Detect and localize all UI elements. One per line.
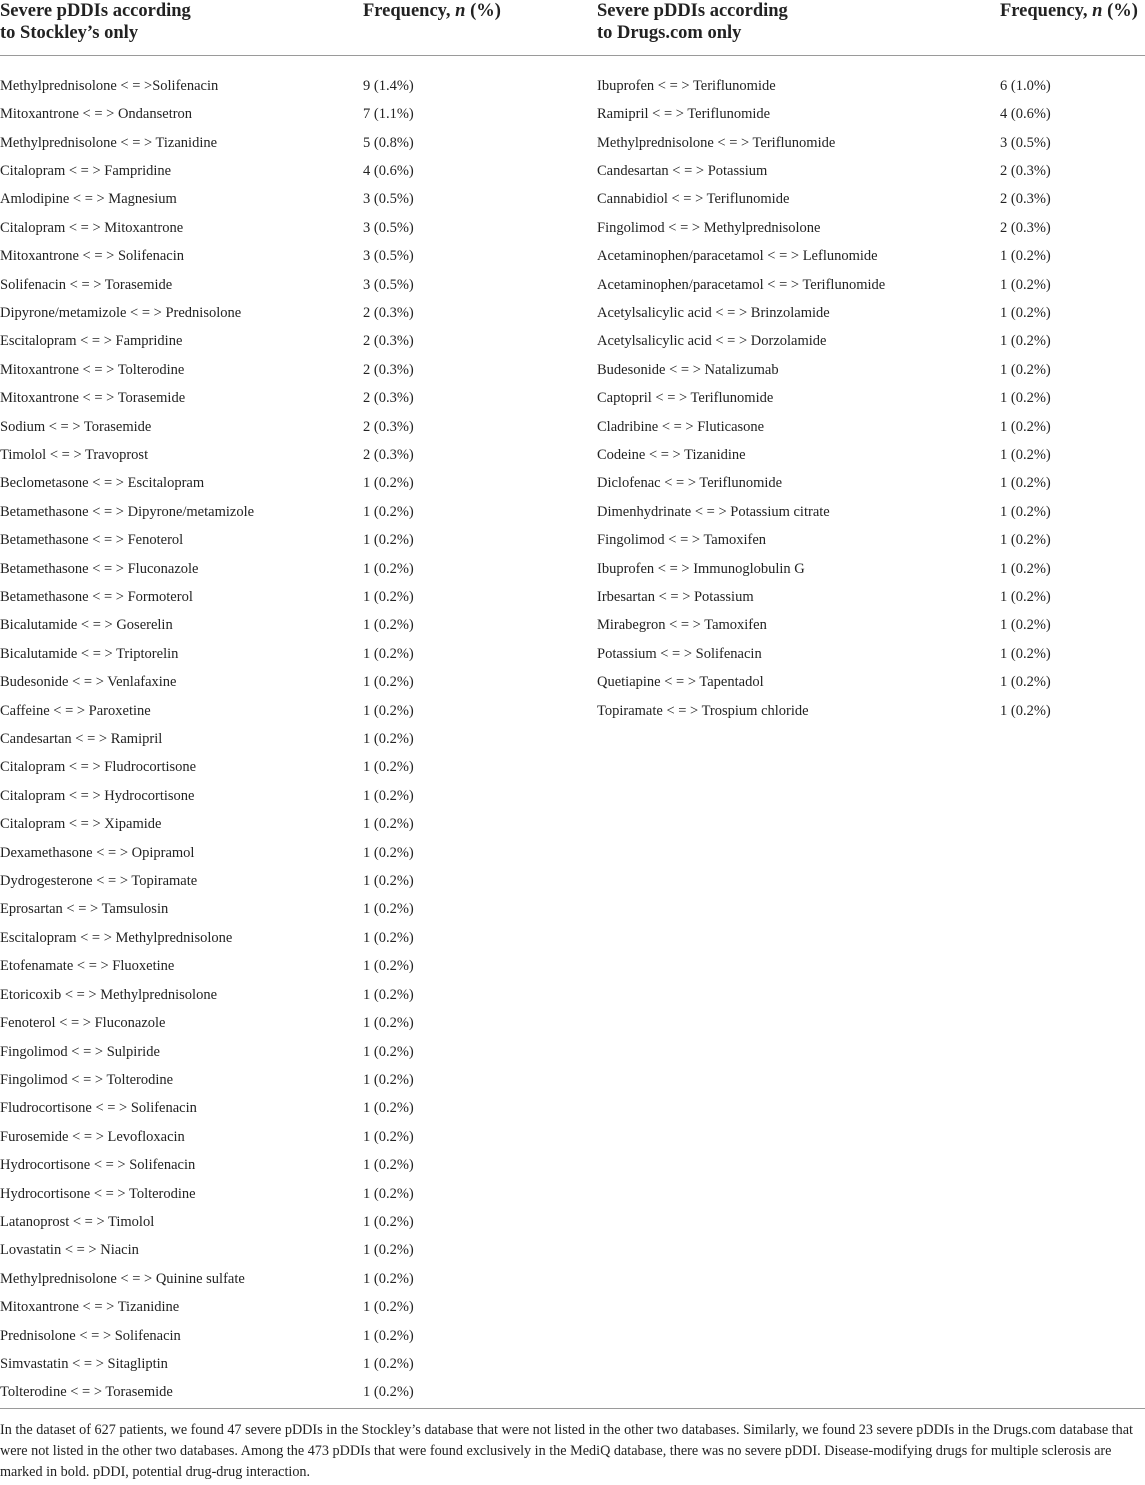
- drugs-freq-cell: 2 (0.3%): [1000, 162, 1051, 179]
- drugs-freq-cell: 1 (0.2%): [1000, 248, 1051, 265]
- stockley-pair-cell: Tolterodine < = > Torasemide: [0, 1384, 173, 1401]
- stockley-freq-cell: 3 (0.5%): [363, 191, 414, 208]
- drugs-freq-cell: 1 (0.2%): [1000, 674, 1051, 691]
- stockley-freq-cell: 1 (0.2%): [363, 589, 414, 606]
- stockley-row: [0, 697, 560, 725]
- stockley-pair-cell: Citalopram < = > Fampridine: [0, 162, 172, 179]
- stockley-freq-header-text: Frequency, n (%): [363, 1, 501, 21]
- stockley-row: [0, 1095, 560, 1123]
- stockley-freq-cell: 1 (0.2%): [363, 1270, 414, 1287]
- stockley-row: [0, 527, 560, 555]
- stockley-pair-cell: Betamethasone < = > Dipyrone/metamizole: [0, 503, 255, 520]
- stockley-row: [0, 100, 560, 128]
- drugs-row: [597, 271, 1145, 299]
- bottom-rule: [0, 1408, 1145, 1409]
- drugs-row: [597, 555, 1145, 583]
- stockley-row: [0, 1066, 560, 1094]
- stockley-row: [0, 186, 560, 214]
- stockley-freq-cell: 2 (0.3%): [363, 304, 414, 321]
- drugs-row: [597, 72, 1145, 100]
- stockley-row: [0, 1038, 560, 1066]
- stockley-pair-cell: Dipyrone/metamizole < = > Prednisolone: [0, 304, 242, 321]
- stockley-pair-cell: Fingolimod < = > Tolterodine: [0, 1071, 174, 1088]
- drugs-pair-cell: Methylprednisolone < = > Teriflunomide: [597, 134, 836, 151]
- stockley-pair-cell: Etofenamate < = > Fluoxetine: [0, 958, 175, 975]
- drugs-freq-cell: 1 (0.2%): [1000, 475, 1051, 492]
- stockley-row: [0, 867, 560, 895]
- stockley-pair-cell: Amlodipine < = > Magnesium: [0, 191, 177, 208]
- stockley-pair-cell: Methylprednisolone < = > Quinine sulfate: [0, 1270, 245, 1287]
- drugs-pair-cell: Quetiapine < = > Tapentadol: [597, 674, 764, 691]
- drugs-freq-cell: 1 (0.2%): [1000, 418, 1051, 435]
- stockley-row: [0, 129, 560, 157]
- stockley-freq-header: [363, 0, 501, 22]
- drugs-pair-cell: Candesartan < = > Potassium: [597, 162, 768, 179]
- stockley-pair-cell: Citalopram < = > Mitoxantrone: [0, 219, 184, 236]
- drugs-row: [597, 242, 1145, 270]
- stockley-pair-cell: Betamethasone < = > Formoterol: [0, 589, 193, 606]
- stockley-pair-cell: Mitoxantrone < = > Ondansetron: [0, 106, 193, 123]
- stockley-freq-cell: 1 (0.2%): [363, 787, 414, 804]
- stockley-row: [0, 754, 560, 782]
- drugs-pair-cell: Acetaminophen/paracetamol < = > Teriflunomide: [597, 276, 886, 293]
- drugs-row: [597, 583, 1145, 611]
- drugs-freq-cell: 3 (0.5%): [1000, 134, 1051, 151]
- drugs-row: [597, 640, 1145, 668]
- drugs-freq-cell: 1 (0.2%): [1000, 617, 1051, 634]
- drugs-freq-cell: 1 (0.2%): [1000, 645, 1051, 662]
- stockley-row: [0, 413, 560, 441]
- stockley-pair-cell: Escitalopram < = > Methylprednisolone: [0, 929, 233, 946]
- drugs-freq-header: [1000, 0, 1138, 22]
- stockley-freq-cell: 4 (0.6%): [363, 162, 414, 179]
- drugs-row: [597, 470, 1145, 498]
- stockley-pair-cell: Timolol < = > Travoprost: [0, 446, 149, 463]
- drugs-pair-cell: Codeine < = > Tizanidine: [597, 446, 746, 463]
- stockley-freq-cell: 2 (0.3%): [363, 333, 414, 350]
- stockley-row: [0, 896, 560, 924]
- stockley-row: [0, 1151, 560, 1179]
- stockley-freq-cell: 1 (0.2%): [363, 929, 414, 946]
- stockley-row: [0, 1237, 560, 1265]
- stockley-freq-cell: 3 (0.5%): [363, 248, 414, 265]
- drugs-pair-cell: Cladribine < = > Fluticasone: [597, 418, 765, 435]
- stockley-row: [0, 328, 560, 356]
- stockley-freq-cell: 1 (0.2%): [363, 1015, 414, 1032]
- stockley-row: [0, 299, 560, 327]
- stockley-row: [0, 811, 560, 839]
- drugs-pair-cell: Potassium < = > Solifenacin: [597, 645, 762, 662]
- stockley-table: [0, 72, 560, 1407]
- stockley-pair-cell: Fenoterol < = > Fluconazole: [0, 1015, 166, 1032]
- stockley-pair-cell: Bicalutamide < = > Goserelin: [0, 617, 173, 634]
- stockley-pair-cell: Budesonide < = > Venlafaxine: [0, 674, 177, 691]
- drugs-freq-cell: 1 (0.2%): [1000, 560, 1051, 577]
- drugs-freq-header-text: Frequency, n (%): [1000, 1, 1138, 21]
- stockley-pair-cell: Escitalopram < = > Fampridine: [0, 333, 183, 350]
- stockley-pair-cell: Beclometasone < = > Escitalopram: [0, 475, 205, 492]
- stockley-freq-cell: 5 (0.8%): [363, 134, 414, 151]
- drugs-row: [597, 214, 1145, 242]
- drugs-freq-cell: 2 (0.3%): [1000, 219, 1051, 236]
- drugs-table: [597, 72, 1145, 725]
- drugs-freq-cell: 1 (0.2%): [1000, 361, 1051, 378]
- table-footnote: In the dataset of 627 patients, we found 47 severe pDDIs in the Stockley’s database that were not listed in the other two databases. Similarly, we found 23 severe pDDIs in the Drugs.com database that were not listed in the other two databases. Among the 473 pDDIs that were found exclusively in the MediQ database, there was no severe pDDI. Disease-modifying drugs for multiple sclerosis are marked in bold. pDDI, potential drug-drug interaction.: [0, 1422, 1133, 1480]
- stockley-row: [0, 498, 560, 526]
- stockley-freq-cell: 1 (0.2%): [363, 1327, 414, 1344]
- stockley-row: [0, 924, 560, 952]
- stockley-freq-cell: 1 (0.2%): [363, 475, 414, 492]
- stockley-pair-cell: Sodium < = > Torasemide: [0, 418, 152, 435]
- stockley-freq-cell: 1 (0.2%): [363, 844, 414, 861]
- stockley-freq-cell: 1 (0.2%): [363, 1100, 414, 1117]
- drugs-pair-cell: Budesonide < = > Natalizumab: [597, 361, 779, 378]
- stockley-row: [0, 1180, 560, 1208]
- stockley-pair-cell: Latanoprost < = > Timolol: [0, 1213, 155, 1230]
- drugs-row: [597, 157, 1145, 185]
- stockley-freq-cell: 1 (0.2%): [363, 1157, 414, 1174]
- drugs-row: [597, 612, 1145, 640]
- drugs-freq-cell: 1 (0.2%): [1000, 333, 1051, 350]
- drugs-freq-cell: 1 (0.2%): [1000, 390, 1051, 407]
- stockley-row: [0, 441, 560, 469]
- stockley-row: [0, 669, 560, 697]
- drugs-pair-cell: Diclofenac < = > Teriflunomide: [597, 475, 783, 492]
- drugs-row: [597, 356, 1145, 384]
- stockley-freq-cell: 1 (0.2%): [363, 958, 414, 975]
- drugs-pair-cell: Ibuprofen < = > Teriflunomide: [597, 77, 776, 94]
- stockley-freq-cell: 9 (1.4%): [363, 77, 414, 94]
- drugs-freq-cell: 1 (0.2%): [1000, 589, 1051, 606]
- stockley-row: [0, 555, 560, 583]
- drugs-pair-cell: Ramipril < = > Teriflunomide: [597, 106, 771, 123]
- stockley-freq-cell: 2 (0.3%): [363, 361, 414, 378]
- stockley-pair-cell: Prednisolone < = > Solifenacin: [0, 1327, 181, 1344]
- drugs-row: [597, 669, 1145, 697]
- drugs-row: [597, 498, 1145, 526]
- stockley-freq-cell: 1 (0.2%): [363, 617, 414, 634]
- stockley-pairs-header: [0, 0, 191, 44]
- drugs-row: [597, 100, 1145, 128]
- stockley-freq-cell: 1 (0.2%): [363, 674, 414, 691]
- stockley-pair-cell: Solifenacin < = > Torasemide: [0, 276, 173, 293]
- stockley-row: [0, 157, 560, 185]
- stockley-freq-cell: 1 (0.2%): [363, 1384, 414, 1401]
- drugs-row: [597, 129, 1145, 157]
- stockley-pair-cell: Candesartan < = > Ramipril: [0, 731, 163, 748]
- stockley-pair-cell: Hydrocortisone < = > Solifenacin: [0, 1157, 196, 1174]
- drugs-row: [597, 299, 1145, 327]
- stockley-row: [0, 1123, 560, 1151]
- stockley-freq-cell: 1 (0.2%): [363, 873, 414, 890]
- drugs-row: [597, 441, 1145, 469]
- stockley-freq-cell: 1 (0.2%): [363, 759, 414, 776]
- drugs-pair-cell: Fingolimod < = > Methylprednisolone: [597, 219, 821, 236]
- stockley-freq-cell: 1 (0.2%): [363, 560, 414, 577]
- stockley-row: [0, 356, 560, 384]
- stockley-row: [0, 1379, 560, 1407]
- stockley-pair-cell: Eprosartan < = > Tamsulosin: [0, 901, 169, 918]
- stockley-freq-cell: 3 (0.5%): [363, 219, 414, 236]
- stockley-pair-cell: Furosemide < = > Levofloxacin: [0, 1128, 185, 1145]
- drugs-freq-cell: 1 (0.2%): [1000, 304, 1051, 321]
- stockley-freq-cell: 1 (0.2%): [363, 1213, 414, 1230]
- stockley-row: [0, 242, 560, 270]
- stockley-freq-cell: 2 (0.3%): [363, 390, 414, 407]
- drugs-pairs-header: [597, 0, 788, 44]
- stockley-row: [0, 981, 560, 1009]
- drugs-pair-cell: Mirabegron < = > Tamoxifen: [597, 617, 767, 634]
- stockley-row: [0, 839, 560, 867]
- stockley-row: [0, 1293, 560, 1321]
- stockley-freq-cell: 1 (0.2%): [363, 901, 414, 918]
- drugs-freq-cell: 1 (0.2%): [1000, 702, 1051, 719]
- stockley-pair-cell: Methylprednisolone < = > Tizanidine: [0, 134, 218, 151]
- drugs-freq-cell: 6 (1.0%): [1000, 77, 1051, 94]
- drugs-pairs-header-line2: to Drugs.com only: [597, 23, 742, 43]
- stockley-pair-cell: Betamethasone < = > Fenoterol: [0, 532, 184, 549]
- stockley-freq-cell: 1 (0.2%): [363, 1071, 414, 1088]
- stockley-freq-cell: 1 (0.2%): [363, 816, 414, 833]
- stockley-pair-cell: Hydrocortisone < = > Tolterodine: [0, 1185, 196, 1202]
- stockley-pairs-header-line2: to Stockley’s only: [0, 23, 139, 43]
- stockley-row: [0, 1009, 560, 1037]
- stockley-pair-cell: Caffeine < = > Paroxetine: [0, 702, 151, 719]
- stockley-freq-cell: 1 (0.2%): [363, 1242, 414, 1259]
- drugs-freq-cell: 1 (0.2%): [1000, 276, 1051, 293]
- stockley-row: [0, 72, 560, 100]
- header-rule: [0, 55, 1145, 56]
- stockley-pair-cell: Mitoxantrone < = > Torasemide: [0, 390, 186, 407]
- stockley-row: [0, 214, 560, 242]
- stockley-pair-cell: Etoricoxib < = > Methylprednisolone: [0, 986, 218, 1003]
- drugs-freq-cell: 1 (0.2%): [1000, 446, 1051, 463]
- drugs-pairs-header-line1: Severe pDDIs according: [597, 1, 788, 21]
- drugs-pair-cell: Topiramate < = > Trospium chloride: [597, 702, 809, 719]
- stockley-row: [0, 1322, 560, 1350]
- stockley-row: [0, 612, 560, 640]
- drugs-row: [597, 384, 1145, 412]
- drugs-pair-cell: Ibuprofen < = > Immunoglobulin G: [597, 560, 805, 577]
- stockley-pair-cell: Simvastatin < = > Sitagliptin: [0, 1355, 168, 1372]
- stockley-pair-cell: Mitoxantrone < = > Tolterodine: [0, 361, 185, 378]
- stockley-row: [0, 1265, 560, 1293]
- stockley-pair-cell: Citalopram < = > Xipamide: [0, 816, 162, 833]
- stockley-row: [0, 583, 560, 611]
- drugs-pair-cell: Acetylsalicylic acid < = > Dorzolamide: [597, 333, 827, 350]
- drugs-freq-cell: 4 (0.6%): [1000, 106, 1051, 123]
- stockley-row: [0, 384, 560, 412]
- stockley-row: [0, 640, 560, 668]
- stockley-pair-cell: Betamethasone < = > Fluconazole: [0, 560, 199, 577]
- stockley-freq-cell: 1 (0.2%): [363, 1299, 414, 1316]
- drugs-row: [597, 413, 1145, 441]
- stockley-row: [0, 1208, 560, 1236]
- stockley-pair-cell: Dexamethasone < = > Opipramol: [0, 844, 195, 861]
- stockley-freq-cell: 1 (0.2%): [363, 986, 414, 1003]
- stockley-freq-cell: 1 (0.2%): [363, 645, 414, 662]
- drugs-pair-cell: Dimenhydrinate < = > Potassium citrate: [597, 503, 830, 520]
- drugs-row: [597, 328, 1145, 356]
- stockley-pair-cell: Citalopram < = > Fludrocortisone: [0, 759, 197, 776]
- stockley-pair-cell: Lovastatin < = > Niacin: [0, 1242, 139, 1259]
- stockley-freq-cell: 1 (0.2%): [363, 731, 414, 748]
- stockley-row: [0, 271, 560, 299]
- drugs-freq-cell: 1 (0.2%): [1000, 532, 1051, 549]
- stockley-row: [0, 1350, 560, 1378]
- stockley-freq-cell: 3 (0.5%): [363, 276, 414, 293]
- stockley-freq-cell: 1 (0.2%): [363, 1128, 414, 1145]
- stockley-freq-cell: 1 (0.2%): [363, 1043, 414, 1060]
- stockley-pair-cell: Mitoxantrone < = > Solifenacin: [0, 248, 184, 265]
- stockley-pair-cell: Citalopram < = > Hydrocortisone: [0, 787, 195, 804]
- drugs-freq-cell: 2 (0.3%): [1000, 191, 1051, 208]
- stockley-freq-cell: 1 (0.2%): [363, 532, 414, 549]
- drugs-pair-cell: Captopril < = > Teriflunomide: [597, 390, 774, 407]
- drugs-pair-cell: Cannabidiol < = > Teriflunomide: [597, 191, 790, 208]
- stockley-pairs-header-line1: Severe pDDIs according: [0, 1, 191, 21]
- drugs-freq-cell: 1 (0.2%): [1000, 503, 1051, 520]
- stockley-freq-cell: 2 (0.3%): [363, 418, 414, 435]
- drugs-row: [597, 697, 1145, 725]
- stockley-row: [0, 953, 560, 981]
- stockley-freq-cell: 1 (0.2%): [363, 1185, 414, 1202]
- stockley-pair-cell: Bicalutamide < = > Triptorelin: [0, 645, 179, 662]
- stockley-freq-cell: 1 (0.2%): [363, 702, 414, 719]
- drugs-row: [597, 527, 1145, 555]
- stockley-freq-cell: 7 (1.1%): [363, 106, 414, 123]
- stockley-row: [0, 782, 560, 810]
- stockley-freq-cell: 1 (0.2%): [363, 503, 414, 520]
- stockley-pair-cell: Fingolimod < = > Sulpiride: [0, 1043, 160, 1060]
- stockley-pair-cell: Dydrogesterone < = > Topiramate: [0, 873, 198, 890]
- stockley-freq-cell: 1 (0.2%): [363, 1355, 414, 1372]
- stockley-freq-cell: 2 (0.3%): [363, 446, 414, 463]
- drugs-pair-cell: Fingolimod < = > Tamoxifen: [597, 532, 767, 549]
- drugs-pair-cell: Acetylsalicylic acid < = > Brinzolamide: [597, 304, 830, 321]
- stockley-pair-cell: Fludrocortisone < = > Solifenacin: [0, 1100, 197, 1117]
- drugs-pair-cell: Acetaminophen/paracetamol < = > Leflunomide: [597, 248, 878, 265]
- stockley-row: [0, 470, 560, 498]
- drugs-row: [597, 186, 1145, 214]
- stockley-pair-cell: Mitoxantrone < = > Tizanidine: [0, 1299, 180, 1316]
- drugs-pair-cell: Irbesartan < = > Potassium: [597, 589, 754, 606]
- stockley-pair-cell: Methylprednisolone < = >Solifenacin: [0, 77, 219, 94]
- stockley-row: [0, 725, 560, 753]
